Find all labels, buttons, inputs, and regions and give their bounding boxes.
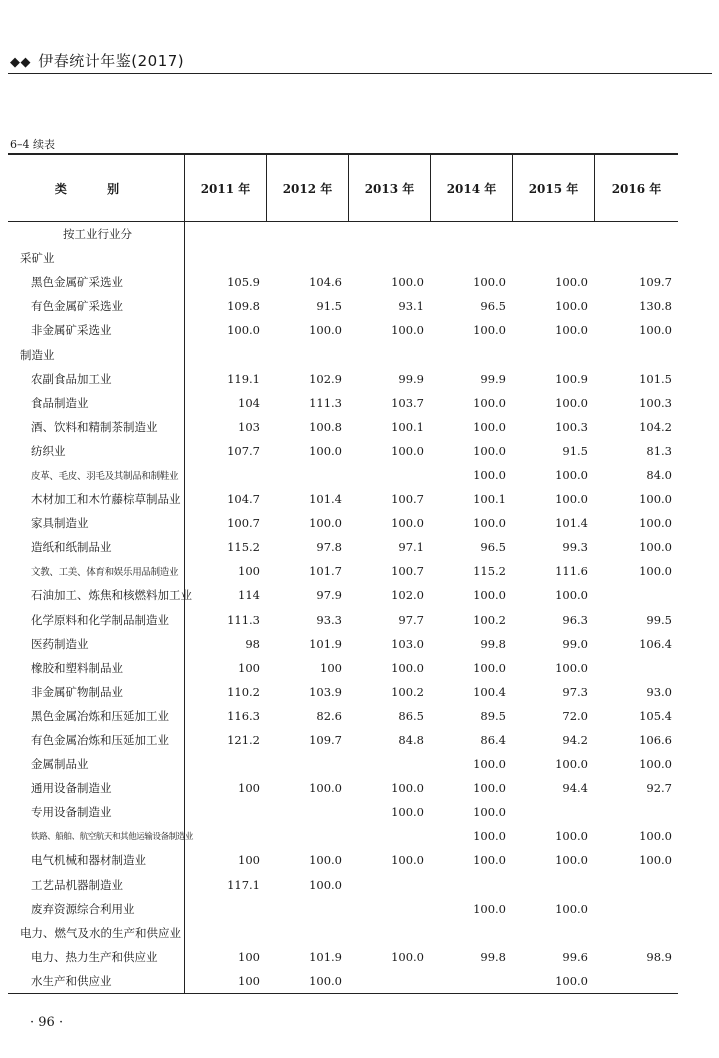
value-cell: 86.4 — [480, 733, 506, 748]
value-cell: 99.9 — [398, 371, 424, 386]
column-header-year: 2012 年 — [266, 155, 348, 221]
value-cell: 94.2 — [562, 733, 588, 748]
row-label: 文教、工美、体育和娱乐用品制造业 — [31, 567, 179, 579]
value-cell: 100.0 — [227, 323, 260, 338]
row-label: 电气机械和器材制造业 — [31, 853, 146, 868]
value-cell: 86.5 — [398, 708, 424, 723]
value-cell: 100.0 — [639, 564, 672, 579]
value-cell: 92.7 — [646, 781, 672, 796]
value-cell: 100.0 — [391, 516, 424, 531]
table-row — [8, 608, 678, 632]
value-cell: 100.0 — [639, 829, 672, 844]
header-rule — [8, 73, 712, 74]
value-cell: 100.0 — [391, 323, 424, 338]
data-table — [8, 153, 678, 994]
value-cell: 100.1 — [473, 492, 506, 507]
value-cell: 93.0 — [646, 684, 672, 699]
value-cell: 103 — [238, 419, 260, 434]
value-cell: 96.5 — [480, 299, 506, 314]
row-label: 黑色金属矿采选业 — [31, 275, 123, 290]
value-cell: 100.0 — [555, 275, 588, 290]
value-cell: 100.0 — [309, 781, 342, 796]
row-label: 水生产和供应业 — [31, 973, 112, 988]
row-label: 木材加工和木竹藤棕草制品业 — [31, 492, 181, 507]
value-cell: 93.3 — [316, 612, 342, 627]
value-cell: 100.1 — [391, 419, 424, 434]
value-cell: 103.7 — [391, 395, 424, 410]
value-cell: 100.0 — [309, 516, 342, 531]
value-cell: 100.0 — [639, 853, 672, 868]
table-row — [8, 415, 678, 439]
row-label: 电力、热力生产和供应业 — [31, 949, 158, 964]
value-cell: 100.2 — [391, 684, 424, 699]
diamond-icon: ◆◆ — [10, 55, 31, 70]
value-cell: 94.4 — [562, 781, 588, 796]
value-cell: 100.0 — [473, 805, 506, 820]
value-cell: 97.1 — [398, 540, 424, 555]
table-row — [8, 222, 678, 246]
value-cell: 103.9 — [309, 684, 342, 699]
value-cell: 81.3 — [646, 443, 672, 458]
table-header-row — [8, 155, 678, 222]
value-cell: 97.7 — [398, 612, 424, 627]
value-cell: 100 — [238, 949, 260, 964]
value-cell: 100.7 — [391, 564, 424, 579]
value-cell: 101.9 — [309, 636, 342, 651]
table-row — [8, 921, 678, 945]
table-row — [8, 704, 678, 728]
table-row — [8, 270, 678, 294]
row-label: 通用设备制造业 — [31, 781, 112, 796]
value-cell: 109.7 — [309, 733, 342, 748]
column-header-year: 2013 年 — [348, 155, 430, 221]
value-cell: 72.0 — [562, 708, 588, 723]
value-cell: 89.5 — [480, 708, 506, 723]
value-cell: 109.7 — [639, 275, 672, 290]
value-cell: 98.9 — [646, 949, 672, 964]
value-cell: 100 — [238, 660, 260, 675]
value-cell: 100.0 — [555, 588, 588, 603]
value-cell: 82.6 — [316, 708, 342, 723]
value-cell: 100.0 — [473, 829, 506, 844]
value-cell: 101.4 — [309, 492, 342, 507]
value-cell: 100.0 — [473, 660, 506, 675]
value-cell: 101.7 — [309, 564, 342, 579]
row-label: 皮革、毛皮、羽毛及其制品和制鞋业 — [31, 470, 179, 482]
value-cell: 100.0 — [473, 275, 506, 290]
row-label: 食品制造业 — [31, 395, 89, 410]
value-cell: 116.3 — [227, 708, 260, 723]
table-row — [8, 632, 678, 656]
value-cell: 97.9 — [316, 588, 342, 603]
value-cell: 100.0 — [473, 781, 506, 796]
value-cell: 100.0 — [391, 805, 424, 820]
value-cell: 100 — [238, 853, 260, 868]
value-cell: 111.3 — [309, 395, 342, 410]
running-header — [10, 50, 184, 71]
row-label: 石油加工、炼焦和核燃料加工业 — [31, 588, 192, 603]
table-row — [8, 752, 678, 776]
value-cell: 104.7 — [227, 492, 260, 507]
value-cell: 105.4 — [639, 708, 672, 723]
table-row — [8, 559, 678, 583]
value-cell: 103.0 — [391, 636, 424, 651]
row-label: 有色金属矿采选业 — [31, 299, 123, 314]
value-cell: 100.7 — [227, 516, 260, 531]
table-row — [8, 487, 678, 511]
value-cell: 99.9 — [480, 371, 506, 386]
value-cell: 105.9 — [227, 275, 260, 290]
value-cell: 100.0 — [555, 973, 588, 988]
value-cell: 100.0 — [473, 467, 506, 482]
value-cell: 100.0 — [555, 901, 588, 916]
row-label: 医药制造业 — [31, 636, 89, 651]
row-label: 酒、饮料和精制茶制造业 — [31, 419, 158, 434]
value-cell: 100.0 — [473, 853, 506, 868]
value-cell: 104.6 — [309, 275, 342, 290]
value-cell: 111.6 — [555, 564, 588, 579]
value-cell: 100.0 — [555, 492, 588, 507]
value-cell: 106.6 — [639, 733, 672, 748]
row-label: 黑色金属冶炼和压延加工业 — [31, 708, 169, 723]
value-cell: 100.0 — [391, 853, 424, 868]
value-cell: 100.0 — [473, 419, 506, 434]
value-cell: 100.0 — [639, 492, 672, 507]
table-row — [8, 367, 678, 391]
row-label: 家具制造业 — [31, 516, 89, 531]
column-header-year: 2015 年 — [512, 155, 594, 221]
table-row — [8, 246, 678, 270]
value-cell: 130.8 — [639, 299, 672, 314]
value-cell: 100 — [238, 781, 260, 796]
value-cell: 100.0 — [473, 757, 506, 772]
value-cell: 100.0 — [309, 973, 342, 988]
value-cell: 102.9 — [309, 371, 342, 386]
row-label: 专用设备制造业 — [31, 805, 112, 820]
value-cell: 100 — [238, 973, 260, 988]
table-row — [8, 439, 678, 463]
table-row — [8, 535, 678, 559]
value-cell: 100.0 — [309, 323, 342, 338]
value-cell: 100.0 — [555, 299, 588, 314]
column-header-year: 2014 年 — [430, 155, 512, 221]
value-cell: 100.2 — [473, 612, 506, 627]
row-label: 废弃资源综合利用业 — [31, 901, 135, 916]
value-cell: 100.0 — [555, 467, 588, 482]
table-row — [8, 800, 678, 824]
value-cell: 104.2 — [639, 419, 672, 434]
table-row — [8, 776, 678, 800]
value-cell: 99.0 — [562, 636, 588, 651]
table-row — [8, 318, 678, 342]
value-cell: 91.5 — [562, 443, 588, 458]
row-label: 采矿业 — [20, 251, 55, 266]
column-divider — [184, 222, 185, 993]
value-cell: 107.7 — [227, 443, 260, 458]
column-header-category: 类 别 — [54, 181, 138, 196]
column-header-year: 2011 年 — [184, 155, 266, 221]
value-cell: 99.8 — [480, 636, 506, 651]
value-cell: 100.3 — [555, 419, 588, 434]
value-cell: 100.0 — [639, 757, 672, 772]
table-row — [8, 945, 678, 969]
value-cell: 100.0 — [391, 443, 424, 458]
value-cell: 99.3 — [562, 540, 588, 555]
value-cell: 99.8 — [480, 949, 506, 964]
table-row — [8, 656, 678, 680]
value-cell: 91.5 — [316, 299, 342, 314]
value-cell: 100.0 — [555, 829, 588, 844]
table-row — [8, 897, 678, 921]
value-cell: 101.5 — [639, 371, 672, 386]
table-row — [8, 294, 678, 318]
row-label: 非金属矿采选业 — [31, 323, 112, 338]
value-cell: 102.0 — [391, 588, 424, 603]
table-row — [8, 511, 678, 535]
table-row — [8, 391, 678, 415]
value-cell: 96.5 — [480, 540, 506, 555]
value-cell: 99.6 — [562, 949, 588, 964]
table-row — [8, 848, 678, 872]
value-cell: 100.0 — [391, 660, 424, 675]
table-row — [8, 583, 678, 607]
row-label: 化学原料和化学制品制造业 — [31, 612, 169, 627]
value-cell: 100.0 — [473, 443, 506, 458]
value-cell: 101.9 — [309, 949, 342, 964]
table-row — [8, 824, 678, 848]
row-label: 按工业行业分 — [63, 227, 132, 242]
value-cell: 100.0 — [555, 395, 588, 410]
column-header-year: 2016 年 — [594, 155, 678, 221]
value-cell: 100.0 — [555, 323, 588, 338]
value-cell: 98 — [245, 636, 260, 651]
value-cell: 111.3 — [227, 612, 260, 627]
value-cell: 100.0 — [391, 781, 424, 796]
row-label: 有色金属冶炼和压延加工业 — [31, 733, 169, 748]
value-cell: 100.0 — [639, 540, 672, 555]
value-cell: 100.0 — [391, 949, 424, 964]
row-label: 农副食品加工业 — [31, 371, 112, 386]
value-cell: 114 — [238, 588, 260, 603]
value-cell: 100.0 — [309, 853, 342, 868]
value-cell: 100.0 — [639, 516, 672, 531]
value-cell: 100 — [320, 660, 342, 675]
header-title: 伊春统计年鉴(2017) — [38, 52, 185, 70]
table-caption: 6–4 续表 — [10, 138, 55, 151]
value-cell: 117.1 — [227, 877, 260, 892]
row-label: 电力、燃气及水的生产和供应业 — [20, 925, 181, 940]
value-cell: 84.8 — [398, 733, 424, 748]
row-label: 金属制品业 — [31, 757, 89, 772]
row-label: 造纸和纸制品业 — [31, 540, 112, 555]
row-label: 纺织业 — [31, 443, 66, 458]
value-cell: 100 — [238, 564, 260, 579]
value-cell: 100.0 — [473, 516, 506, 531]
value-cell: 101.4 — [555, 516, 588, 531]
row-label: 非金属矿物制品业 — [31, 684, 123, 699]
value-cell: 100.0 — [309, 443, 342, 458]
table-row — [8, 969, 678, 993]
value-cell: 110.2 — [227, 684, 260, 699]
value-cell: 97.8 — [316, 540, 342, 555]
value-cell: 84.0 — [646, 467, 672, 482]
value-cell: 119.1 — [227, 371, 260, 386]
value-cell: 99.5 — [646, 612, 672, 627]
value-cell: 100.0 — [473, 323, 506, 338]
table-body — [8, 222, 678, 993]
value-cell: 100.7 — [391, 492, 424, 507]
table-row — [8, 873, 678, 897]
value-cell: 100.0 — [555, 660, 588, 675]
value-cell: 100.0 — [309, 877, 342, 892]
value-cell: 100.0 — [555, 757, 588, 772]
value-cell: 100.9 — [555, 371, 588, 386]
value-cell: 106.4 — [639, 636, 672, 651]
value-cell: 115.2 — [473, 564, 506, 579]
table-bottom-rule — [8, 993, 678, 994]
page-number: · 96 · — [30, 1015, 64, 1030]
value-cell: 109.8 — [227, 299, 260, 314]
value-cell: 100.4 — [473, 684, 506, 699]
value-cell: 121.2 — [227, 733, 260, 748]
value-cell: 96.3 — [562, 612, 588, 627]
value-cell: 100.0 — [473, 901, 506, 916]
value-cell: 100.3 — [639, 395, 672, 410]
table-row — [8, 342, 678, 366]
value-cell: 104 — [238, 395, 260, 410]
row-label: 铁路、船舶、航空航天和其他运输设备制造业 — [31, 832, 194, 843]
value-cell: 100.0 — [555, 853, 588, 868]
table-row — [8, 728, 678, 752]
row-label: 橡胶和塑料制品业 — [31, 660, 123, 675]
value-cell: 100.0 — [473, 395, 506, 410]
value-cell: 100.0 — [391, 275, 424, 290]
value-cell: 100.0 — [639, 323, 672, 338]
value-cell: 115.2 — [227, 540, 260, 555]
value-cell: 97.3 — [562, 684, 588, 699]
value-cell: 100.8 — [309, 419, 342, 434]
value-cell: 93.1 — [398, 299, 424, 314]
table-row — [8, 463, 678, 487]
row-label: 工艺品机器制造业 — [31, 877, 123, 892]
row-label: 制造业 — [20, 347, 55, 362]
value-cell: 100.0 — [473, 588, 506, 603]
table-row — [8, 680, 678, 704]
